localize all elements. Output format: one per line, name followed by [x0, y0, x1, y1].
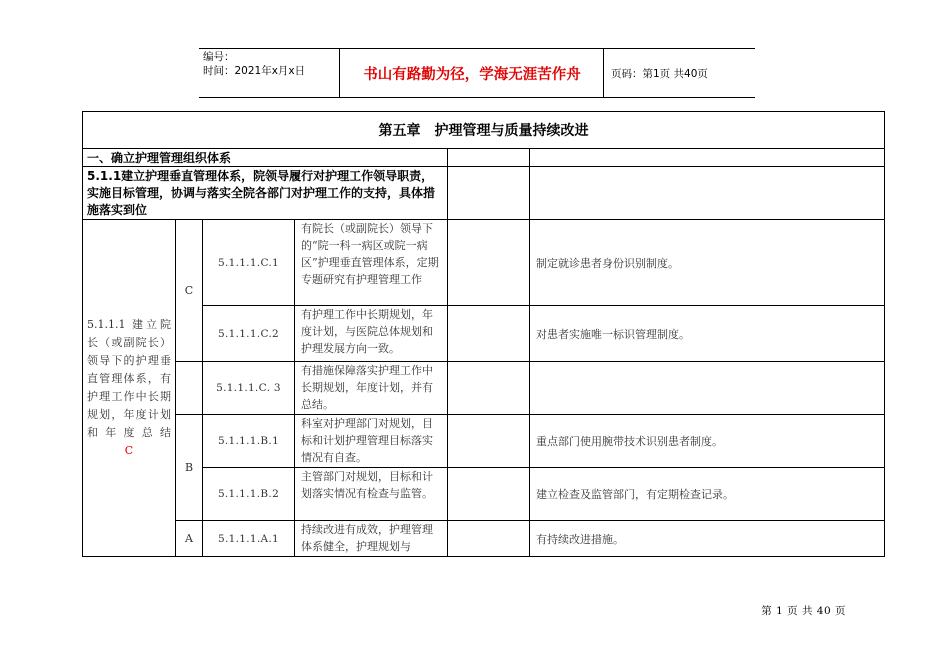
note-cell: 重点部门使用腕带技术识别患者制度。	[530, 415, 885, 468]
empty-cell	[530, 149, 885, 167]
empty-cell	[448, 167, 530, 220]
header-page-code: 页码：第1页 共40页	[611, 68, 708, 80]
code-cell: 5.1.1.1.C.2	[203, 306, 295, 362]
grade-cell: B	[176, 415, 203, 521]
empty-cell	[448, 362, 530, 415]
table-row	[83, 306, 885, 362]
number-label: 编号：	[203, 51, 235, 63]
header-divider	[603, 49, 604, 97]
item-text: 5.1.1.1 建立院长（或副院长）领导下的护理垂直管理体系，有护理工作中长期规划，年度计划和年度总结	[87, 318, 171, 439]
note-cell: 对患者实施唯一标识管理制度。	[530, 306, 885, 362]
code-cell: 5.1.1.1.B.1	[203, 415, 295, 468]
table-row	[83, 362, 885, 415]
standards-table	[82, 111, 885, 557]
time-label: 时间：2021年x月x日	[203, 65, 306, 77]
header-top-line	[199, 48, 755, 49]
section-row	[83, 149, 885, 167]
table-row	[83, 415, 885, 468]
grade-cell: C	[176, 220, 203, 362]
note-cell: 制定就诊患者身份识别制度。	[530, 220, 885, 306]
empty-cell	[448, 415, 530, 468]
empty-cell	[530, 167, 885, 220]
header-bottom-line	[199, 97, 755, 98]
section-title: 一、确立护理管理组织体系	[83, 149, 448, 167]
footer-page-number: 第 1 页 共 40 页	[761, 605, 846, 617]
standard-row	[83, 167, 885, 220]
empty-cell	[448, 468, 530, 521]
item-cell	[83, 220, 176, 557]
code-cell: 5.1.1.1.C.1	[203, 220, 295, 306]
code-cell: 5.1.1.1.B.2	[203, 468, 295, 521]
header-motto: 书山有路勤为径，学海无涯苦作舟	[363, 67, 581, 83]
desc-cell: 持续改进有成效，护理管理体系健全，护理规划与	[295, 521, 448, 557]
empty-cell	[176, 362, 203, 415]
chapter-title-row	[83, 112, 885, 149]
empty-cell	[448, 220, 530, 306]
desc-cell: 主管部门对规划，目标和计划落实情况有检查与监管。	[295, 468, 448, 521]
note-cell: 建立检查及监管部门，有定期检查记录。	[530, 468, 885, 521]
grade-cell: A	[176, 521, 203, 557]
note-cell	[530, 362, 885, 415]
table-row	[83, 220, 885, 306]
desc-cell: 有措施保障落实护理工作中长期规划，年度计划，并有总结。	[295, 362, 448, 415]
desc-cell: 科室对护理部门对规划，目标和计划护理管理目标落实情况有自查。	[295, 415, 448, 468]
empty-cell	[448, 306, 530, 362]
note-cell: 有持续改进措施。	[530, 521, 885, 557]
code-cell: 5.1.1.1.A.1	[203, 521, 295, 557]
table-row	[83, 468, 885, 521]
empty-cell	[448, 149, 530, 167]
empty-cell	[448, 521, 530, 557]
header-meta	[203, 50, 305, 78]
desc-cell: 有护理工作中长期规划，年度计划，与医院总体规划和护理发展方向一致。	[295, 306, 448, 362]
item-grade: C	[124, 444, 134, 457]
code-cell: 5.1.1.1.C. 3	[203, 362, 295, 415]
standard-text: 5.1.1建立护理垂直管理体系，院领导履行对护理工作领导职责，实施目标管理，协调与落实全院各部门对护理工作的支持，具体措施落实到位	[83, 167, 448, 220]
header-divider	[339, 49, 340, 97]
table-row	[83, 521, 885, 557]
chapter-title: 第五章 护理管理与质量持续改进	[83, 112, 885, 149]
desc-cell: 有院长（或副院长）领导下的“院一科一病区或院一病区”护理垂直管理体系，定期专题研究有护理管理工作	[295, 220, 448, 306]
